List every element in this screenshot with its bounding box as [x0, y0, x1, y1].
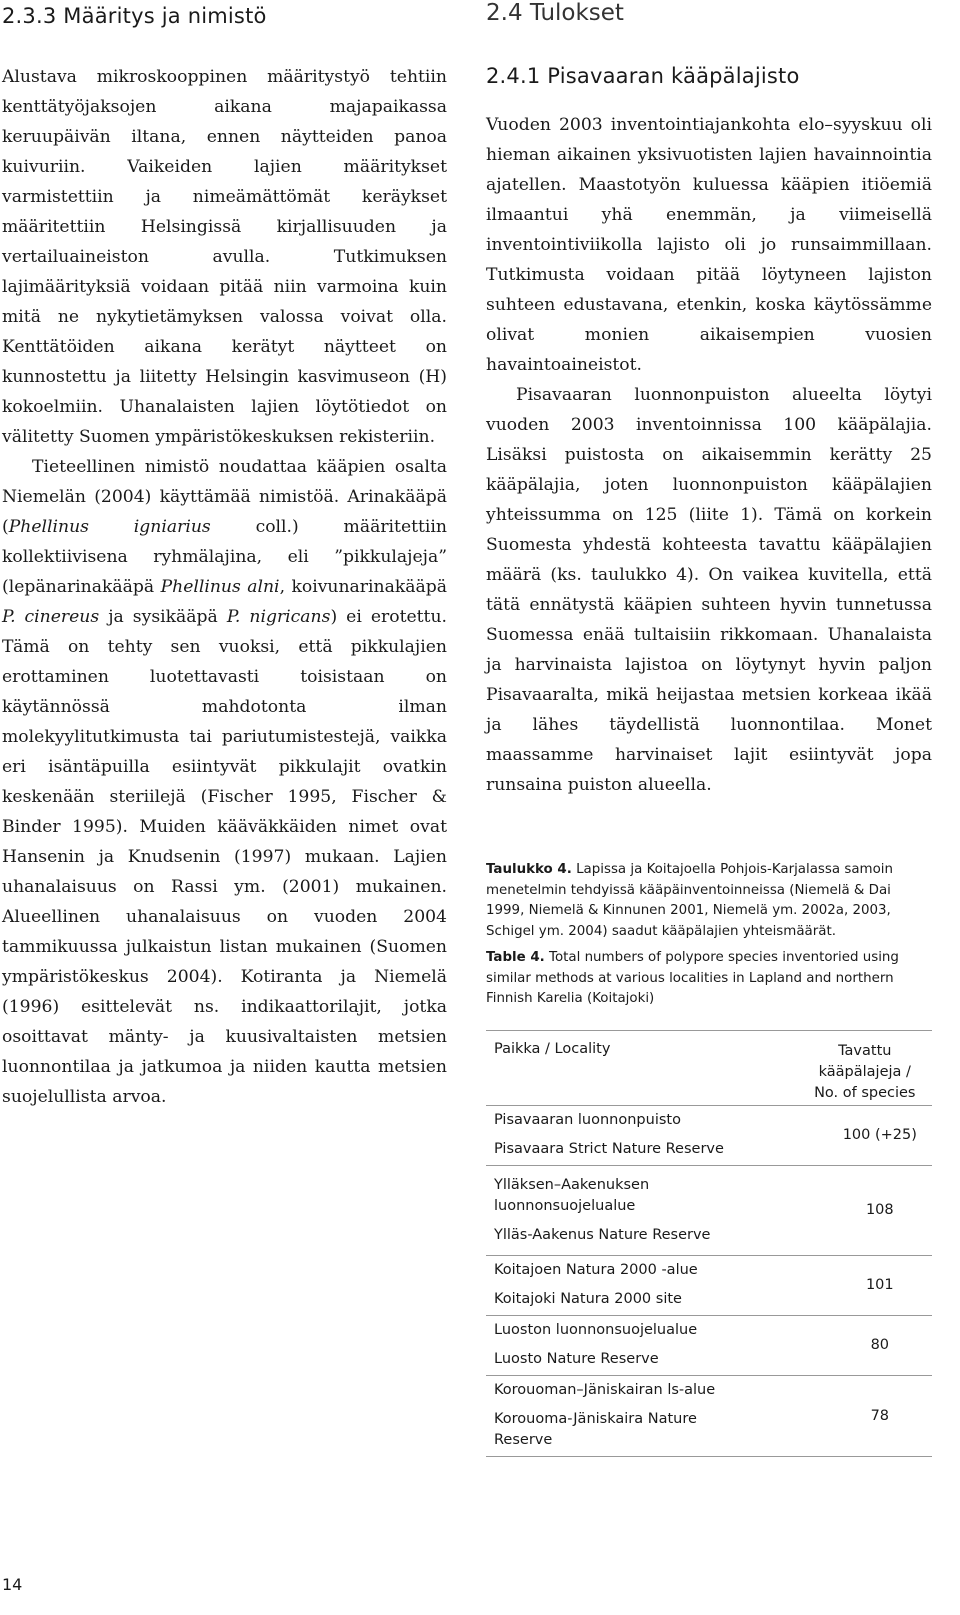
locality-fi: Pisavaaran luonnonpuisto — [494, 1112, 681, 1128]
text-run: ) ei erotettu. Tämä on tehty sen vuoksi, että pikkulajien erottaminen luotettavasti toisistaan on käytännössä mahdotonta ilman molekyylitutkimusta tai pariutumistestejä, vaikka eri isäntäpuilla esiintyvät pikkulajit ovatkin keskenään steriilejä (Fischer 1995, Fischer & Binder 1995). Muiden kääväkkäiden nimet ovat Hansenin ja Knudsenin (1997) mukaan. Lajien uhanalaisuus on Rassi ym. (2001) mukainen. Alueellinen uhanalaisuus on vuoden 2004 tammikuussa julkaistun listan mukainen (Suomen ympäristökeskus 2004). Kotiranta ja Niemelä (1996) esittelevät ns. indikaattorilajit, jotka osoittavat mänty- ja kuusivaltaisten metsien luonnontilaa ja jatkumoa ja niiden kautta metsien suojelullista arvoa. — [2, 607, 447, 1107]
table-header-row — [486, 1030, 932, 1105]
header-species-line: Tavattu kääpälajeja / — [818, 1042, 911, 1080]
species-name: P. cinereus — [2, 607, 100, 627]
locality-en: Pisavaara Strict Nature Reserve — [494, 1141, 724, 1157]
page-number: 14 — [2, 1575, 23, 1594]
left-body — [2, 62, 447, 1112]
caption-finnish — [486, 860, 932, 942]
species-name: Phellinus alni — [160, 577, 280, 597]
right-column — [486, 0, 932, 1457]
locality-cell — [486, 1315, 798, 1375]
locality-cell — [486, 1375, 798, 1456]
locality-cell — [486, 1255, 798, 1315]
locality-cell — [486, 1105, 798, 1165]
species-table — [486, 1030, 932, 1457]
paragraph-nomenclature — [2, 452, 447, 1112]
section-heading-2-4: 2.4 Tulokset — [486, 0, 624, 26]
left-column — [2, 0, 447, 1112]
species-count-cell: 78 — [798, 1375, 932, 1456]
table-row — [486, 1315, 932, 1375]
species-name: Phellinus igniarius — [8, 517, 211, 537]
table-caption — [486, 860, 932, 1010]
locality-en: Luosto Nature Reserve — [494, 1351, 659, 1367]
table-row — [486, 1105, 932, 1165]
caption-label: Taulukko 4. — [486, 862, 572, 877]
table-row — [486, 1255, 932, 1315]
table-row — [486, 1375, 932, 1456]
table-row — [486, 1165, 932, 1255]
species-count-cell: 80 — [798, 1315, 932, 1375]
section-heading-2-3-3: 2.3.3 Määritys ja nimistö — [2, 4, 267, 28]
locality-fi: Koitajoen Natura 2000 -alue — [494, 1262, 698, 1278]
caption-label: Table 4. — [486, 950, 545, 965]
locality-en: Koitajoki Natura 2000 site — [494, 1291, 682, 1307]
caption-english — [486, 948, 932, 1010]
text-run: , koivunarinakääpä — [279, 577, 447, 597]
caption-text: Lapissa ja Koitajoella Pohjois-Karjalassa samoin menetelmin tehdyissä kääpäinventoinneissa (Niemelä & Dai 1999, Niemelä & Kinnunen 2001, Niemelä ym. 2002a, 2003, Schigel ym. 2004) saadut kääpälajien yhteismäärät. — [486, 862, 893, 939]
caption-text: Total numbers of polypore species inventoried using similar methods at various localities in Lapland and northern Finnish Karelia (Koitajoki) — [486, 950, 899, 1006]
paragraph-species-count: Pisavaaran luonnonpuiston alueelta löytyi vuoden 2003 inventoinnissa 100 kääpälajia. Lisäksi puistosta on aikaisemmin kerätty 25 kääpälajia, joten luonnonpuiston kääpälajien yhteissumma on 125 (liite 1). Tämä on korkein Suomesta yhdestä kohteesta tavattu kääpälajien määrä (ks. taulukko 4). On vaikea kuvitella, että tätä ennätystä kääpien suhteen hyvin tunnetussa Suomessa enää tultaisiin rikkomaan. Uhanalaista ja harvinaista lajistoa on löytynyt hyvin paljon Pisavaaralta, mikä heijastaa metsien korkeaa ikää ja lähes täydellistä luonnontilaa. Monet maassamme harvinaiset lajit esiintyvät jopa runsaina puiston alueella. — [486, 385, 932, 795]
paragraph-inventory-timing: Vuoden 2003 inventointiajankohta elo–syyskuu oli hieman aikainen yksivuotisten lajien havainnointia ajatellen. Maastotyön kuluessa kääpien itiöemiä ilmaantui yhä enemmän, ja viimeisellä inventointiviikolla lajisto oli jo runsaimmillaan. Tutkimusta voidaan pitää löytyneen lajiston suhteen edustavana, etenkin, koska käytössämme olivat monien aikaisempien vuosien havaintoaineistot. — [486, 115, 932, 375]
species-count-cell: 100 (+25) — [798, 1105, 932, 1165]
locality-fi: Luoston luonnonsuojelualue — [494, 1322, 698, 1338]
locality-en: Ylläs-Aakenus Nature Reserve — [494, 1226, 711, 1243]
header-species — [798, 1030, 932, 1105]
paragraph-identification: Alustava mikroskooppinen määritystyö tehtiin kenttätyöjaksojen aikana majapaikassa keruupäivän iltana, ennen näytteiden panoa kuivuriin. Vaikeiden lajien määritykset varmistettiin ja nimeämättömät keräykset määritettiin Helsingissä kirjallisuuden ja vertailuaineiston avulla. Tutkimuksen lajimäärityksiä voidaan pitää niin varmoina kuin mitä ne nykytietämyksen valossa voivat olla. Kenttätöiden aikana kerätyt näytteet on kunnostettu ja liitetty Helsingin kasvimuseon (H) kokoelmiin. Uhanalaisten lajien löytötiedot on välitetty Suomen ympäristökeskuksen rekisteriin. — [2, 67, 447, 447]
locality-en: Korouoma-Jäniskaira Nature Reserve — [494, 1411, 697, 1448]
locality-fi: Korouoman–Jäniskairan ls-alue — [494, 1382, 716, 1398]
text-run: ja sysikääpä — [99, 607, 227, 627]
text-run: Tieteellinen nimistö noudattaa kääpien osalta Niemelän (2004) käyttämää nimistöä. Arinakääpä ( — [2, 457, 447, 537]
right-body — [486, 110, 932, 800]
header-species-line: No. of species — [814, 1084, 916, 1101]
header-locality: Paikka / Locality — [486, 1030, 798, 1105]
locality-cell — [486, 1165, 798, 1255]
locality-fi: Ylläksen–Aakenuksen luonnonsuojelualue — [494, 1176, 650, 1214]
species-count-cell: 101 — [798, 1255, 932, 1315]
text-run: coll.) määritettiin kollektiivisena ryhmälajina, eli ”pikkulajeja” (lepänarinakääpä — [2, 517, 447, 597]
species-count-cell: 108 — [798, 1165, 932, 1255]
section-heading-2-4-1: 2.4.1 Pisavaaran kääpälajisto — [486, 64, 800, 88]
species-name: P. nigricans — [226, 607, 331, 627]
